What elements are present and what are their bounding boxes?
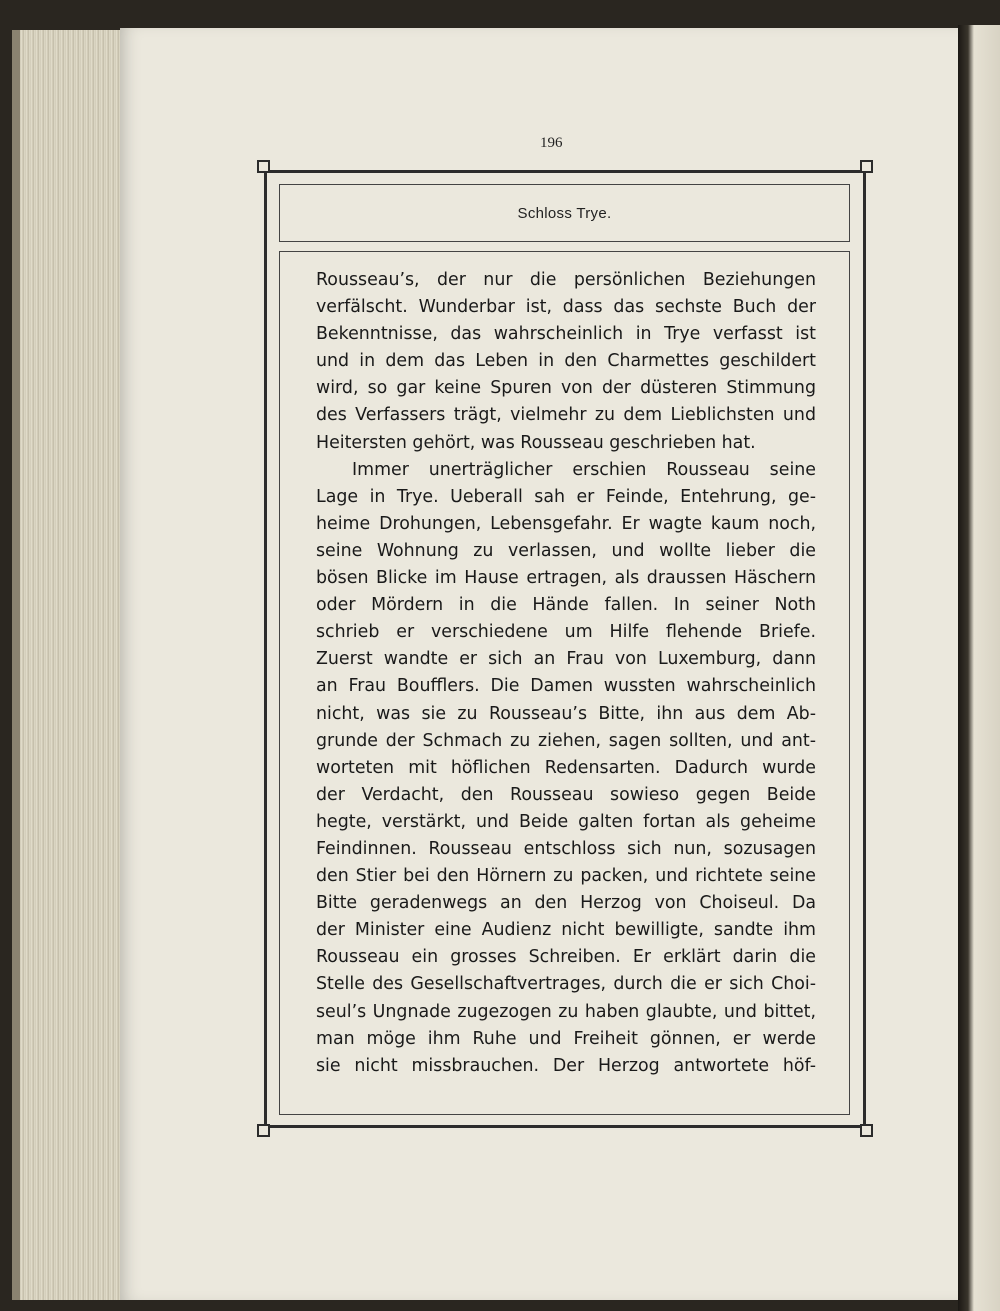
text-line: Heitersten gehört, was Rousseau geschrieben hat. xyxy=(316,432,756,453)
text-line: Feindinnen. Rousseau entschloss sich nun, sozusagen xyxy=(316,838,816,859)
frame-corner-ornament xyxy=(860,160,873,173)
text-line: man möge ihm Ruhe und Freiheit gönnen, er werde xyxy=(316,1028,816,1049)
text-line: der Verdacht, den Rousseau sowieso gegen Beide xyxy=(316,784,816,805)
text-line: an Frau Boufflers. Die Damen wussten wahrscheinlich xyxy=(316,676,816,697)
text-line: verfälscht. Wunderbar ist, dass das sechste Buch der xyxy=(316,297,816,318)
page-number: 196 xyxy=(540,135,563,151)
text-line: der Minister eine Audienz nicht bewilligte, sandte ihm xyxy=(316,920,816,941)
text-line: schrieb er verschiedene um Hilfe flehende Briefe. xyxy=(316,622,816,643)
facing-page-edge xyxy=(958,25,1000,1311)
text-line: worteten mit höflichen Redensarten. Dadurch wurde xyxy=(316,757,816,778)
text-line: Bekenntnisse, das wahrscheinlich in Trye verfasst ist xyxy=(316,324,816,345)
text-line: Zuerst wandte er sich an Frau von Luxemburg, dann xyxy=(316,649,816,670)
text-line: hegte, verstärkt, und Beide galten fortan als geheime xyxy=(316,811,816,832)
text-line: nicht, was sie zu Rousseau’s Bitte, ihn aus dem Ab- xyxy=(316,703,816,724)
text-line: seine Wohnung zu verlassen, und wollte lieber die xyxy=(316,540,816,561)
text-line: Immer unerträglicher erschien Rousseau seine xyxy=(352,459,816,480)
body-text xyxy=(316,267,816,1080)
text-line: und in dem das Leben in den Charmettes geschildert xyxy=(316,351,816,372)
text-line: wird, so gar keine Spuren von der düsteren Stimmung xyxy=(316,378,816,399)
text-line: Bitte geradenwegs an den Herzog von Choiseul. Da xyxy=(316,893,816,914)
frame-corner-ornament xyxy=(257,1124,270,1137)
text-line: Rousseau ein grosses Schreiben. Er erklärt darin die xyxy=(316,947,816,968)
text-line: heime Drohungen, Lebensgefahr. Er wagte kaum noch, xyxy=(316,513,816,534)
text-line: Rousseau’s, der nur die persönlichen Beziehungen xyxy=(316,270,816,290)
text-line: bösen Blicke im Hause ertragen, als draussen Häschern xyxy=(316,568,816,589)
text-line: den Stier bei den Hörnern zu packen, und richtete seine xyxy=(316,866,816,887)
text-line: oder Mördern in die Hände fallen. In seiner Noth xyxy=(316,595,816,616)
text-line: seul’s Ungnade zugezogen zu haben glaubte, und bittet, xyxy=(316,1001,816,1022)
text-line: des Verfassers trägt, vielmehr zu dem Lieblichsten und xyxy=(316,405,816,426)
text-line: grunde der Schmach zu ziehen, sagen sollten, und ant- xyxy=(316,730,816,751)
text-line: Lage in Trye. Ueberall sah er Feinde, Entehrung, ge- xyxy=(316,486,816,507)
running-header-box xyxy=(279,184,850,242)
text-line: Stelle des Gesellschaftvertrages, durch die er sich Choi- xyxy=(316,974,816,995)
frame-corner-ornament xyxy=(860,1124,873,1137)
frame-corner-ornament xyxy=(257,160,270,173)
text-line: sie nicht missbrauchen. Der Herzog antwortete höf- xyxy=(316,1055,816,1076)
running-header: Schloss Trye. xyxy=(517,204,612,222)
